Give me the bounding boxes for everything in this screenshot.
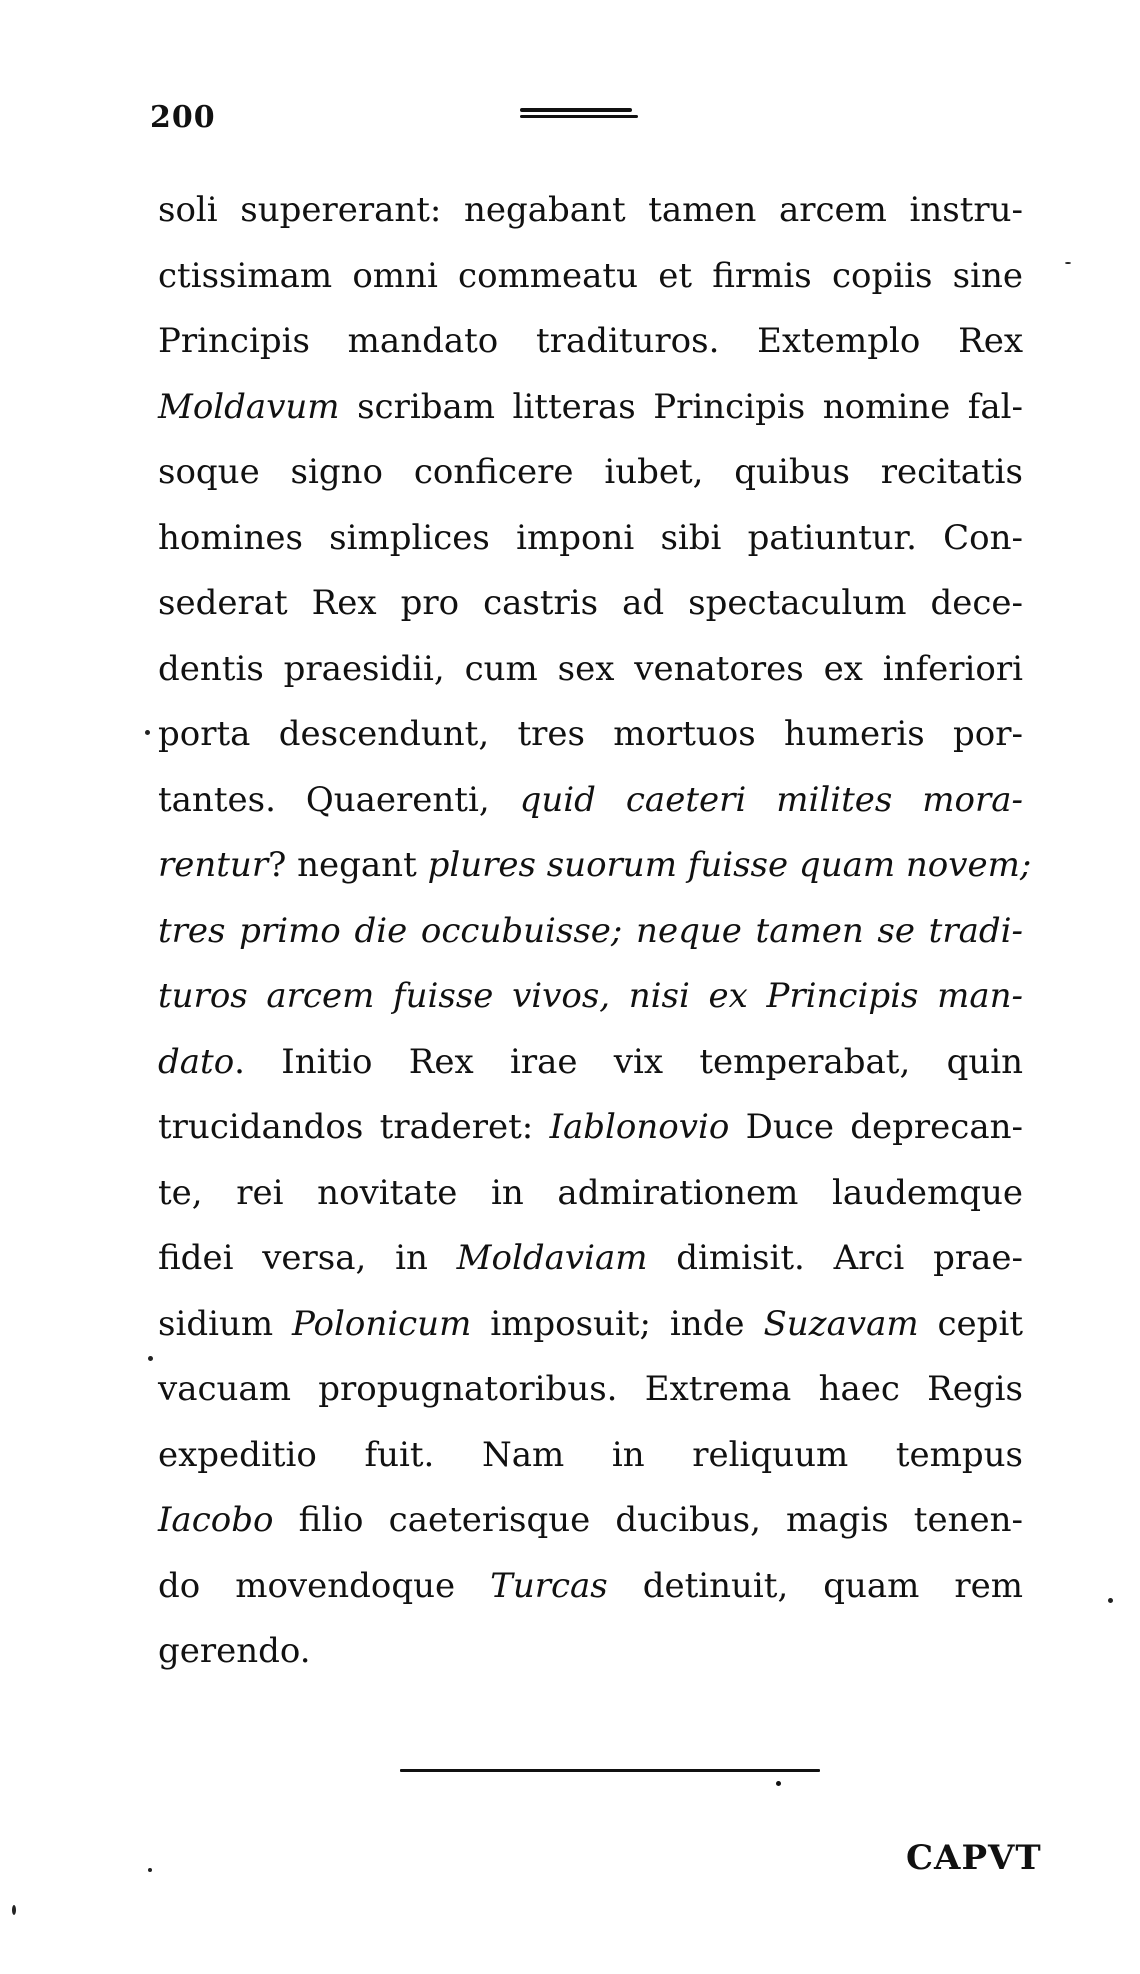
text-line — [158, 964, 1023, 1030]
text-line — [158, 637, 1023, 703]
text-run: imposuit; inde — [471, 1303, 764, 1344]
header-ornament — [520, 106, 640, 124]
text-run: vacuam propugnatoribus. Extrema haec Regis — [158, 1369, 1023, 1409]
text-run: dentis praesidii, cum sex venatores ex inferiori — [158, 648, 1023, 689]
italic-text: quid caeteri milites mora- — [519, 779, 1024, 820]
italic-text: Moldavum — [158, 386, 340, 427]
text-line — [158, 1619, 1023, 1685]
text-line — [158, 899, 1023, 965]
italic-text: Iablonovio — [549, 1107, 730, 1147]
text-line — [158, 375, 1023, 441]
text-run: do movendoque — [158, 1565, 491, 1606]
text-run: tantes. Quaerenti, — [158, 779, 520, 820]
text-line — [158, 1095, 1023, 1161]
text-line — [158, 244, 1023, 310]
text-line — [158, 178, 1023, 244]
text-run: scribam litteras Principis nomine fal- — [339, 386, 1023, 427]
italic-text: tres primo die occubuisse; neque tamen se tradi- — [158, 910, 1023, 951]
text-run: ? negant — [268, 845, 428, 885]
text-run: sidium — [158, 1303, 293, 1344]
ornament-bar — [520, 115, 638, 118]
text-line — [158, 702, 1023, 768]
italic-text: turos arcem fuisse vivos, nisi ex Principis man- — [158, 976, 1023, 1016]
ink-speck — [148, 1868, 152, 1872]
text-run: soque signo conficere iubet, quibus recitatis — [158, 452, 1023, 492]
ink-speck — [148, 1356, 153, 1361]
italic-text: Iacobo — [158, 1500, 274, 1540]
italic-text: plures suorum fuisse quam novem; — [427, 845, 1032, 885]
italic-text: Suzavam — [763, 1303, 919, 1344]
text-run: te, rei novitate in admirationem laudemque — [158, 1172, 1023, 1213]
italic-text: Turcas — [490, 1565, 608, 1606]
italic-text: rentur — [158, 845, 269, 885]
text-run: soli supererant: negabant tamen arcem instru- — [158, 190, 1023, 230]
text-run: ctissimam omni commeatu et firmis copiis sine — [158, 255, 1023, 296]
text-line — [158, 1292, 1023, 1358]
text-line — [158, 1161, 1023, 1227]
text-run: detinuit, quam rem — [607, 1565, 1023, 1606]
ink-speck — [12, 1905, 16, 1915]
italic-text: Polonicum — [292, 1303, 472, 1344]
text-line — [158, 833, 1032, 899]
section-rule — [400, 1769, 820, 1772]
text-line — [158, 1030, 1023, 1096]
text-run: homines simplices imponi sibi patiuntur. Con- — [158, 517, 1023, 558]
ornament-bar — [520, 108, 632, 112]
text-run: trucidandos traderet: — [158, 1107, 550, 1147]
text-run: filio caeterisque ducibus, magis tenen- — [273, 1500, 1023, 1540]
text-run: gerendo. — [158, 1631, 311, 1671]
text-line — [158, 1357, 1023, 1423]
page-number: 200 — [150, 100, 216, 135]
text-line — [158, 1226, 1023, 1292]
text-run: Duce deprecan- — [729, 1107, 1023, 1147]
text-line — [158, 1554, 1023, 1620]
text-run: dimisit. Arci prae- — [647, 1238, 1023, 1278]
text-run: . Initio Rex irae vix temperabat, quin — [234, 1041, 1023, 1082]
text-line — [158, 309, 1023, 375]
text-run: porta descendunt, tres mortuos humeris por- — [158, 714, 1023, 754]
body-text — [158, 178, 1032, 1685]
text-line — [158, 506, 1023, 572]
text-line — [158, 571, 1023, 637]
text-line — [158, 1423, 1023, 1489]
ink-speck — [145, 730, 150, 735]
text-run: cepit — [918, 1303, 1023, 1344]
catchword: CAPVT — [906, 1838, 1042, 1878]
italic-text: Moldaviam — [456, 1238, 648, 1278]
ink-speck — [1108, 1598, 1113, 1603]
text-line — [158, 1488, 1023, 1554]
rule-dot — [776, 1781, 781, 1786]
italic-text: dato — [158, 1041, 235, 1082]
text-line — [158, 440, 1023, 506]
text-run: expeditio fuit. Nam in reliquum tempus — [158, 1434, 1023, 1475]
ink-speck — [1065, 262, 1071, 264]
text-run: fidei versa, in — [158, 1238, 457, 1278]
text-line — [158, 768, 1023, 834]
text-run: Principis mandato tradituros. Extemplo Rex — [158, 321, 1023, 361]
text-run: sederat Rex pro castris ad spectaculum dece- — [158, 583, 1023, 623]
